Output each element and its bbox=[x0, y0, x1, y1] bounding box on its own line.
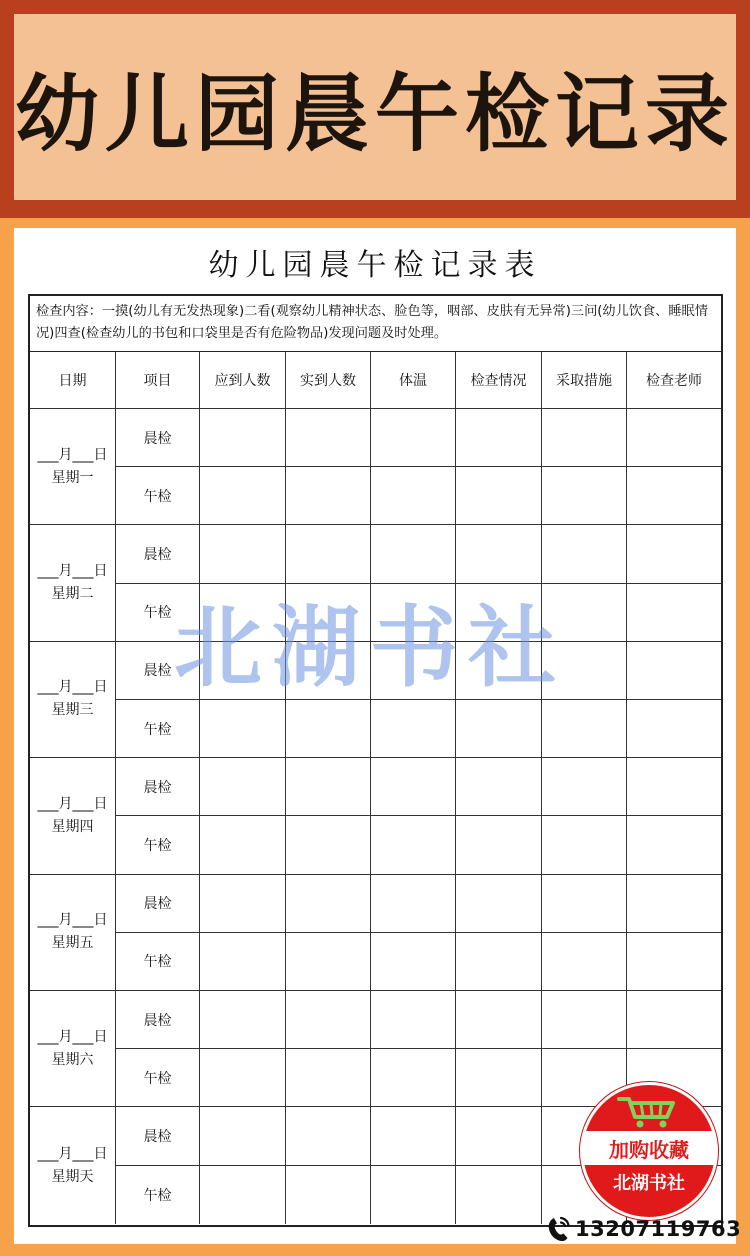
column-header: 检查情况 bbox=[456, 352, 542, 409]
entry-cell[interactable] bbox=[371, 700, 456, 758]
entry-cell[interactable] bbox=[286, 758, 371, 816]
entry-cell[interactable] bbox=[627, 758, 721, 816]
entry-cell[interactable] bbox=[371, 758, 456, 816]
entry-cell[interactable] bbox=[627, 525, 721, 583]
date-blank: ___月___日 bbox=[37, 1028, 108, 1045]
column-header: 应到人数 bbox=[200, 352, 286, 409]
date-cell[interactable] bbox=[30, 642, 116, 758]
entry-cell[interactable] bbox=[286, 467, 371, 525]
entry-cell[interactable] bbox=[627, 816, 721, 874]
entry-cell[interactable] bbox=[542, 991, 627, 1049]
inspection-instructions: 检查内容：一摸(幼儿有无发热现象)二看(观察幼儿精神状态、脸色等，咽部、皮肤有无异常)三问(幼儿饮食、睡眠情况)四查(检查幼儿的书包和口袋里是否有危险物品)发现问题及时处理。 bbox=[30, 296, 721, 352]
column-header: 日期 bbox=[30, 352, 116, 409]
header-banner bbox=[0, 0, 750, 218]
entry-cell[interactable] bbox=[371, 991, 456, 1049]
entry-cell[interactable] bbox=[200, 816, 286, 874]
check-type-label: 午检 bbox=[116, 816, 200, 874]
entry-cell[interactable] bbox=[542, 525, 627, 583]
header-banner-panel bbox=[14, 14, 736, 200]
entry-cell[interactable] bbox=[456, 933, 542, 991]
check-type-label: 晨检 bbox=[116, 642, 200, 700]
entry-cell[interactable] bbox=[200, 409, 286, 467]
weekday-label: 星期六 bbox=[51, 1051, 94, 1068]
entry-cell[interactable] bbox=[371, 1107, 456, 1165]
column-header: 体温 bbox=[371, 352, 456, 409]
entry-cell[interactable] bbox=[371, 584, 456, 642]
date-cell[interactable] bbox=[30, 409, 116, 525]
entry-cell[interactable] bbox=[200, 642, 286, 700]
entry-cell[interactable] bbox=[200, 1107, 286, 1165]
entry-cell[interactable] bbox=[456, 816, 542, 874]
weekday-label: 星期一 bbox=[51, 469, 94, 486]
entry-cell[interactable] bbox=[542, 584, 627, 642]
entry-cell[interactable] bbox=[627, 933, 721, 991]
check-type-label: 午检 bbox=[116, 1166, 200, 1224]
column-header: 采取措施 bbox=[542, 352, 627, 409]
entry-cell[interactable] bbox=[200, 991, 286, 1049]
date-cell[interactable] bbox=[30, 875, 116, 991]
weekday-label: 星期二 bbox=[51, 586, 94, 603]
entry-cell[interactable] bbox=[627, 584, 721, 642]
entry-cell[interactable] bbox=[542, 875, 627, 933]
entry-cell[interactable] bbox=[627, 642, 721, 700]
entry-cell[interactable] bbox=[627, 991, 721, 1049]
entry-cell[interactable] bbox=[542, 933, 627, 991]
entry-cell[interactable] bbox=[456, 758, 542, 816]
badge-shop-name: 北湖书社 bbox=[613, 1173, 685, 1194]
entry-cell[interactable] bbox=[286, 584, 371, 642]
date-blank: ___月___日 bbox=[37, 563, 108, 580]
date-blank: ___月___日 bbox=[37, 679, 108, 696]
entry-cell[interactable] bbox=[200, 525, 286, 583]
entry-cell[interactable] bbox=[286, 1107, 371, 1165]
date-blank: ___月___日 bbox=[37, 446, 108, 463]
check-type-label: 晨检 bbox=[116, 758, 200, 816]
date-cell[interactable] bbox=[30, 991, 116, 1107]
date-blank: ___月___日 bbox=[37, 795, 108, 812]
entry-cell[interactable] bbox=[200, 467, 286, 525]
entry-cell[interactable] bbox=[286, 1166, 371, 1224]
entry-cell[interactable] bbox=[456, 642, 542, 700]
entry-cell[interactable] bbox=[456, 875, 542, 933]
entry-cell[interactable] bbox=[542, 758, 627, 816]
entry-cell[interactable] bbox=[286, 409, 371, 467]
contact-phone bbox=[546, 1212, 746, 1246]
entry-cell[interactable] bbox=[371, 875, 456, 933]
check-type-label: 午检 bbox=[116, 700, 200, 758]
weekday-label: 星期四 bbox=[51, 818, 94, 835]
entry-cell[interactable] bbox=[286, 525, 371, 583]
check-type-label: 午检 bbox=[116, 584, 200, 642]
entry-cell[interactable] bbox=[286, 700, 371, 758]
entry-cell[interactable] bbox=[200, 933, 286, 991]
entry-cell[interactable] bbox=[542, 642, 627, 700]
date-cell[interactable] bbox=[30, 525, 116, 641]
check-type-label: 晨检 bbox=[116, 409, 200, 467]
entry-cell[interactable] bbox=[371, 642, 456, 700]
date-blank: ___月___日 bbox=[37, 912, 108, 929]
entry-cell[interactable] bbox=[371, 1166, 456, 1224]
entry-cell[interactable] bbox=[371, 467, 456, 525]
entry-cell[interactable] bbox=[286, 816, 371, 874]
entry-cell[interactable] bbox=[286, 933, 371, 991]
entry-cell[interactable] bbox=[371, 816, 456, 874]
weekday-label: 星期天 bbox=[51, 1168, 94, 1185]
entry-cell[interactable] bbox=[371, 933, 456, 991]
check-type-label: 晨检 bbox=[116, 991, 200, 1049]
check-type-label: 午检 bbox=[116, 1049, 200, 1107]
weekday-label: 星期三 bbox=[51, 702, 94, 719]
entry-cell[interactable] bbox=[371, 1049, 456, 1107]
check-type-label: 午检 bbox=[116, 467, 200, 525]
entry-cell[interactable] bbox=[542, 467, 627, 525]
entry-cell[interactable] bbox=[286, 991, 371, 1049]
entry-cell[interactable] bbox=[286, 1049, 371, 1107]
date-cell[interactable] bbox=[30, 758, 116, 874]
entry-cell[interactable] bbox=[456, 700, 542, 758]
column-header: 项目 bbox=[116, 352, 200, 409]
watermark: 北湖书社 bbox=[174, 596, 567, 699]
entry-cell[interactable] bbox=[200, 875, 286, 933]
entry-cell[interactable] bbox=[627, 875, 721, 933]
check-type-label: 晨检 bbox=[116, 1107, 200, 1165]
entry-cell[interactable] bbox=[627, 467, 721, 525]
check-type-label: 晨检 bbox=[116, 525, 200, 583]
entry-cell[interactable] bbox=[200, 700, 286, 758]
banner-title: 幼儿园晨午检记录 bbox=[14, 63, 735, 163]
entry-cell[interactable] bbox=[627, 700, 721, 758]
entry-cell[interactable] bbox=[456, 1049, 542, 1107]
entry-cell[interactable] bbox=[456, 991, 542, 1049]
entry-cell[interactable] bbox=[200, 1166, 286, 1224]
shopping-cart-icon bbox=[617, 1095, 679, 1129]
entry-cell[interactable] bbox=[456, 409, 542, 467]
entry-cell[interactable] bbox=[286, 875, 371, 933]
entry-cell[interactable] bbox=[371, 409, 456, 467]
phone-icon bbox=[546, 1215, 572, 1243]
entry-cell[interactable] bbox=[371, 525, 456, 583]
sheet-title: 幼儿园晨午检记录表 bbox=[208, 248, 542, 283]
entry-cell[interactable] bbox=[542, 816, 627, 874]
entry-cell[interactable] bbox=[627, 409, 721, 467]
date-cell[interactable] bbox=[30, 1107, 116, 1223]
check-type-label: 午检 bbox=[116, 933, 200, 991]
entry-cell[interactable] bbox=[286, 642, 371, 700]
column-header: 检查老师 bbox=[627, 352, 721, 409]
entry-cell[interactable] bbox=[200, 758, 286, 816]
entry-cell[interactable] bbox=[456, 525, 542, 583]
phone-number: 13207119763 bbox=[575, 1217, 742, 1241]
date-blank: ___月___日 bbox=[37, 1145, 108, 1162]
column-header: 实到人数 bbox=[286, 352, 371, 409]
record-table bbox=[28, 294, 723, 1227]
entry-cell[interactable] bbox=[456, 584, 542, 642]
entry-cell[interactable] bbox=[200, 1049, 286, 1107]
entry-cell[interactable] bbox=[542, 700, 627, 758]
badge-band-text: 加购收藏 bbox=[583, 1131, 715, 1165]
entry-cell[interactable] bbox=[456, 1107, 542, 1165]
add-to-favorites-badge[interactable] bbox=[580, 1082, 718, 1220]
weekday-label: 星期五 bbox=[51, 935, 94, 952]
check-type-label: 晨检 bbox=[116, 875, 200, 933]
entry-cell[interactable] bbox=[456, 1166, 542, 1224]
entry-cell[interactable] bbox=[456, 467, 542, 525]
entry-cell[interactable] bbox=[542, 409, 627, 467]
entry-cell[interactable] bbox=[200, 584, 286, 642]
